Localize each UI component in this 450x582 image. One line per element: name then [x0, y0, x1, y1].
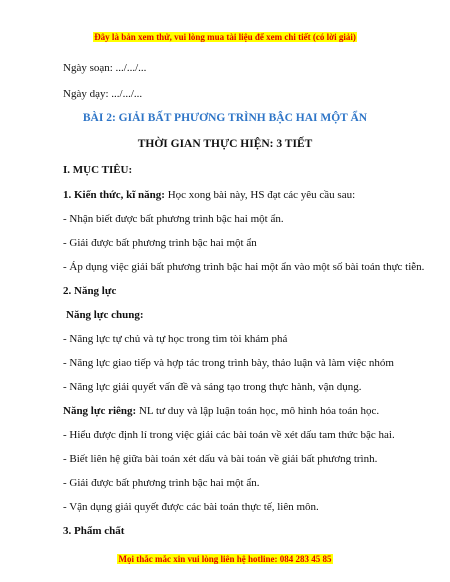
lesson-duration: THỜI GIAN THỰC HIỆN: 3 TIẾT — [137, 138, 313, 150]
competence-heading: 2. Năng lực — [63, 285, 117, 297]
footer-notice-line — [0, 549, 450, 567]
specific-competence-label: Năng lực riêng: — [63, 405, 137, 417]
general-competence-heading: Năng lực chung: — [66, 309, 144, 321]
specific-competence-text: NL tư duy và lập luận toán học, mô hình hóa toán học. — [136, 405, 380, 417]
knowledge-line — [63, 188, 355, 202]
knowledge-text: Học xong bài này, HS đạt các yêu cầu sau: — [164, 189, 356, 201]
list-item: - Năng lực giao tiếp và hợp tác trong trình bày, thảo luận và làm việc nhóm — [63, 357, 394, 369]
list-item: - Năng lực tự chủ và tự học trong tìm tòi khám phá — [63, 333, 288, 345]
list-item: - Giải được bất phương trình bậc hai một ẩn. — [63, 477, 260, 489]
list-item: - Vận dụng giải quyết được các bài toán thực tế, liên môn. — [63, 501, 319, 513]
footer-notice: Mọi thắc mắc xin vui lòng liên hệ hotline: 084 283 45 85 — [118, 554, 332, 564]
list-item: - Hiểu được định lí trong việc giải các bài toán về xét dấu tam thức bậc hai. — [63, 429, 395, 441]
list-item: - Nhận biết được bất phương trình bậc hai một ẩn. — [63, 213, 284, 225]
header-notice: Đây là bản xem thử, vui lòng mua tài liệu để xem chi tiết (có lời giải) — [94, 32, 356, 42]
specific-competence-line — [63, 404, 379, 418]
knowledge-label: 1. Kiến thức, kĩ năng: — [63, 189, 165, 201]
section-heading-text: I. MỤC TIÊU: — [63, 164, 133, 176]
list-item: - Giải được bất phương trình bậc hai một ẩn — [63, 237, 257, 249]
quality-heading: 3. Phẩm chất — [63, 525, 125, 537]
list-item: - Năng lực giải quyết vấn đề và sáng tạo trong thực hành, vận dụng. — [63, 381, 362, 393]
list-item: - Biết liên hệ giữa bài toán xét dấu và bài toán về giải bất phương trình. — [63, 453, 378, 465]
lesson-title: BÀI 2: GIẢI BẤT PHƯƠNG TRÌNH BẬC HAI MỘT ẨN — [82, 112, 368, 124]
header-notice-line — [0, 27, 450, 45]
list-item: - Áp dụng việc giải bất phương trình bậc hai một ẩn vào một số bài toán thực tiễn. — [63, 261, 425, 273]
section-heading — [63, 163, 132, 177]
teaching-date: Ngày dạy: .../.../... — [63, 88, 143, 100]
preparation-date: Ngày soạn: .../.../... — [63, 62, 147, 74]
